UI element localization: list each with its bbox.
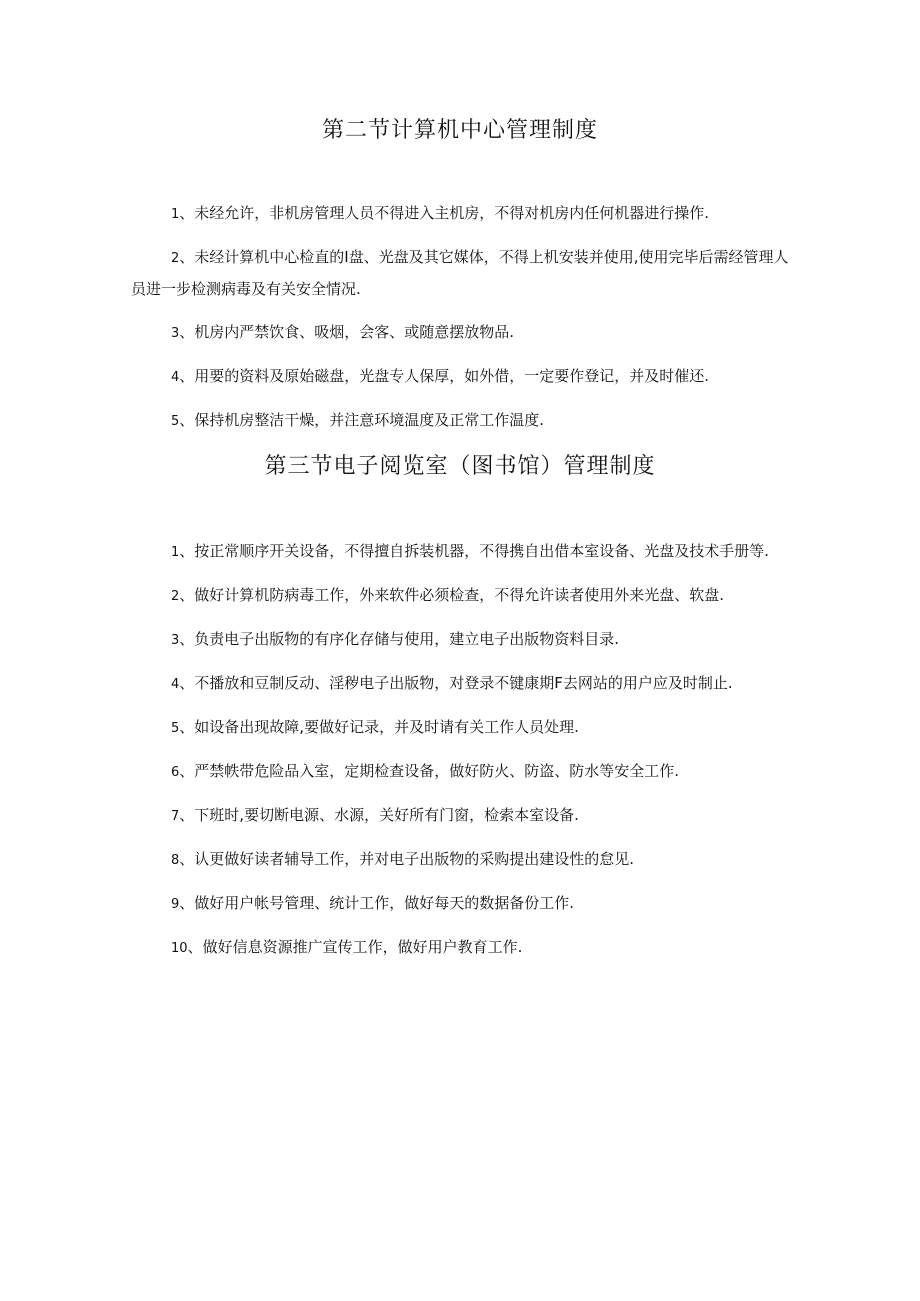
rule-number: 5	[171, 721, 180, 736]
rule-separator: 、	[179, 806, 195, 824]
rule-number: 1	[171, 207, 180, 222]
rule-separator: 、	[179, 411, 195, 429]
rule-text: 未经允许，非机房管理人员不得进入主机房，不得对机房内任何机器进行操作.	[194, 204, 710, 222]
rule-number: 8	[171, 853, 180, 868]
section-title: 第二节计算机中心管理制度	[321, 118, 598, 143]
rule-separator: 、	[179, 718, 195, 736]
rule-item	[131, 317, 791, 349]
rule-text: 做好计算机防病毒工作，外来软件必须检查，不得允许读者使用外来光盘、软盘.	[194, 586, 725, 604]
section-title: 第三节电子阅览室（图书馆）管理制度	[264, 454, 656, 479]
rule-number: 3	[171, 326, 180, 341]
rule-separator: 、	[179, 248, 195, 266]
rule-number: 9	[171, 897, 180, 912]
rule-item	[131, 844, 791, 876]
rule-number: 4	[171, 677, 180, 692]
rule-separator: 、	[179, 586, 195, 604]
rule-item	[131, 536, 791, 568]
rule-list	[131, 536, 791, 976]
section-computer-center	[0, 116, 920, 429]
section-e-reading-room	[0, 452, 920, 956]
rule-text: 机房内严禁饮食、吸烟，会客、或随意摆放物品.	[194, 323, 515, 341]
rule-text: 做好信息资源推广宣传工作，做好用户教育工作.	[202, 938, 523, 956]
rule-separator: 、	[179, 762, 195, 780]
rule-separator: 、	[179, 674, 195, 692]
rule-item	[131, 405, 791, 437]
rule-number: 1	[171, 545, 180, 560]
rule-item	[131, 624, 791, 656]
rule-number: 7	[171, 809, 180, 824]
rule-item	[131, 712, 791, 744]
rule-separator: 、	[179, 850, 195, 868]
rule-separator: 、	[187, 938, 203, 956]
rule-text: 做好用户帐号管理、统计工作，做好每天的数据备份工作.	[194, 894, 575, 912]
rule-text: 认更做好读者辅导工作，并对电子出版物的采购提出建设性的怠见.	[194, 850, 635, 868]
rule-text: 未经计算机中心检直的I盘、光盘及其它媒体，不得上机安装并使用,使用完毕后需经管理人员进一步检测病毒及有关安全情况.	[131, 248, 789, 298]
rule-item	[131, 361, 791, 393]
rule-separator: 、	[179, 894, 195, 912]
rule-text: 保持机房整洁干燥，并注意环境温度及正常工作温度.	[194, 411, 545, 429]
rule-text: 严禁帙带危险品入室，定期检查设备，做好防火、防盗、防水等安全工作.	[194, 762, 680, 780]
rule-list	[131, 198, 791, 449]
rule-item	[131, 242, 791, 305]
rule-text: 下班时,要切断电源、水源，关好所有门窗，检索本室设备.	[194, 806, 579, 824]
rule-number: 4	[171, 370, 180, 385]
rule-item	[131, 580, 791, 612]
rule-text: 如设备出现故障,要做好记录，并及时请有关工作人员处理.	[194, 718, 579, 736]
rule-number: 3	[171, 633, 180, 648]
rule-item	[131, 800, 791, 832]
rule-separator: 、	[179, 323, 195, 341]
rule-item	[131, 668, 791, 700]
rule-item	[131, 756, 791, 788]
rule-text: 负责电子出版物的有序化存储与使用，建立电子出版物资料目录.	[194, 630, 620, 648]
rule-separator: 、	[179, 367, 195, 385]
rule-separator: 、	[179, 542, 195, 560]
rule-number: 10	[171, 941, 188, 956]
rule-item	[131, 888, 791, 920]
rule-item	[131, 932, 791, 964]
rule-separator: 、	[179, 204, 195, 222]
rule-separator: 、	[179, 630, 195, 648]
rule-item	[131, 198, 791, 230]
rule-text: 用要的资料及原始磁盘，光盘专人保厚，如外借，一定要作登记，并及时催还.	[194, 367, 710, 385]
rule-text: 不播放和豆制反动、淫秽电子出版物，对登录不键康期F去网站的用户应及时制止.	[194, 674, 733, 692]
rule-number: 2	[171, 251, 180, 266]
rule-number: 6	[171, 765, 180, 780]
rule-text: 按正常顺序开关设备，不得擅自拆装机器，不得携自出借本室设备、光盘及技术手册等.	[194, 542, 770, 560]
rule-number: 5	[171, 414, 180, 429]
rule-number: 2	[171, 589, 180, 604]
